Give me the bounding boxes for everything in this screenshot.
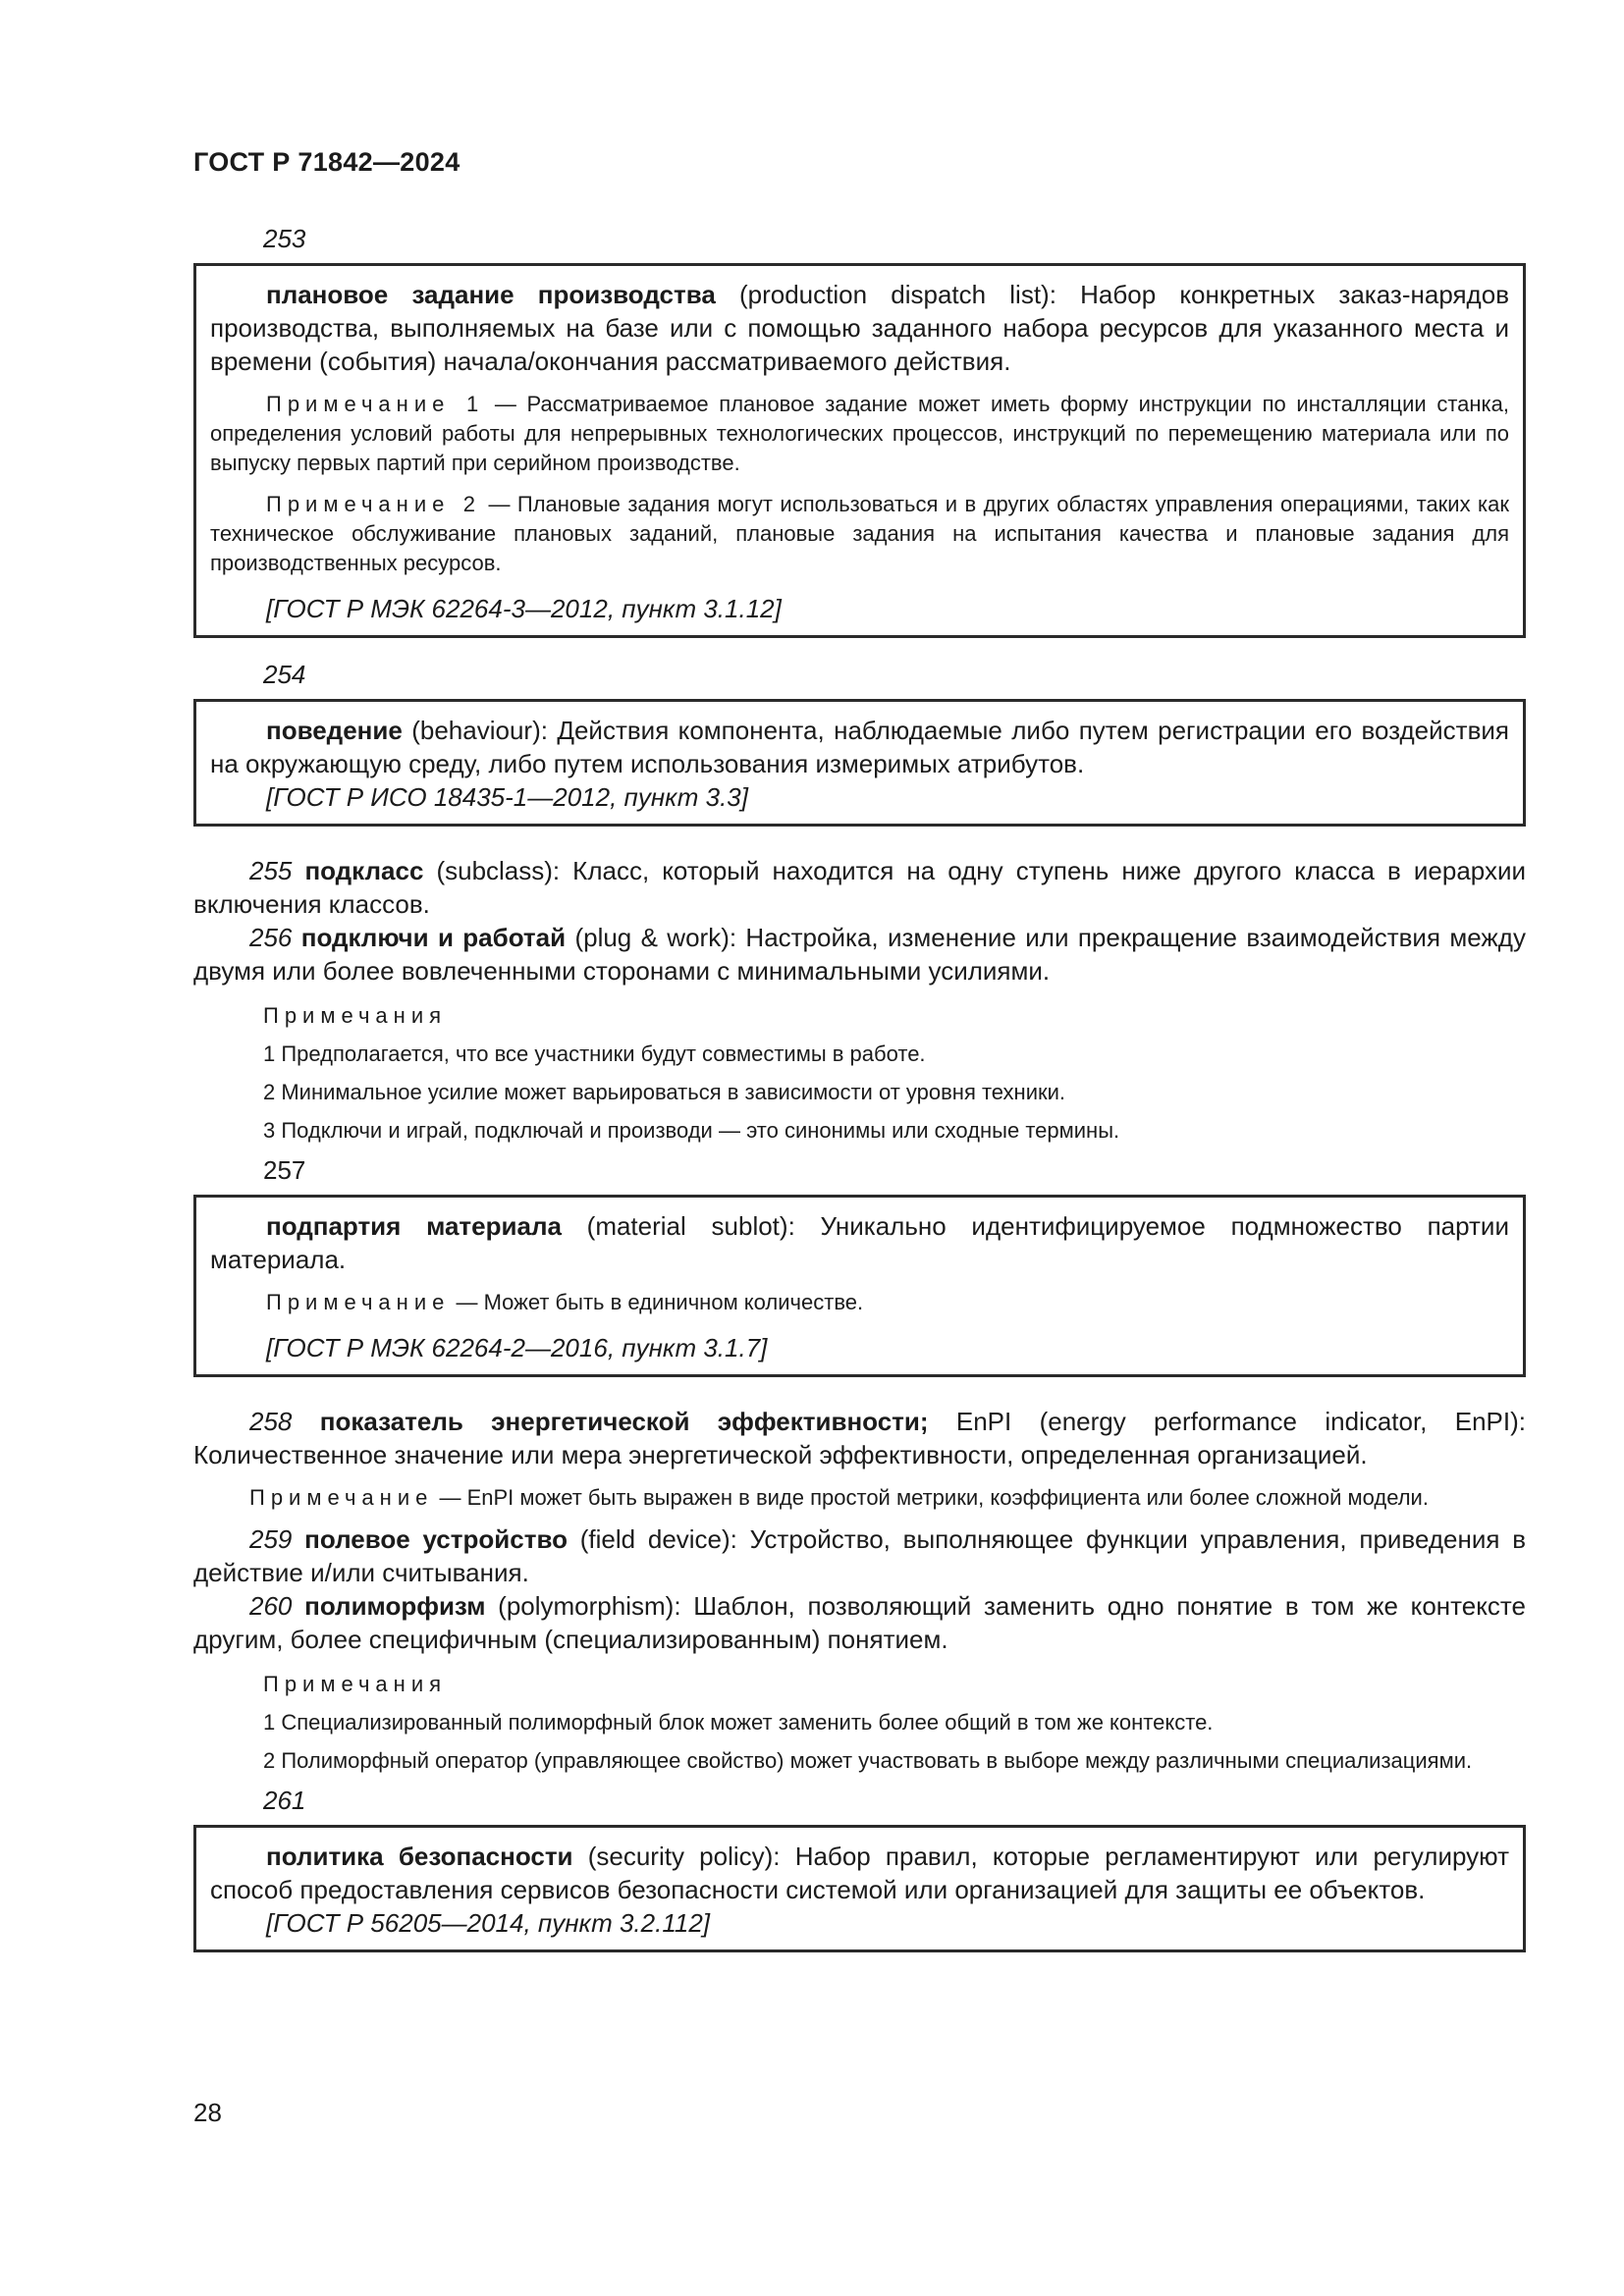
source-reference: [ГОСТ Р 56205—2014, пункт 3.2.112]	[266, 1908, 711, 1938]
source-reference: [ГОСТ Р МЭК 62264-3—2012, пункт 3.1.12]	[266, 594, 782, 623]
note-label: Примечание 2	[266, 492, 482, 516]
document-header: ГОСТ Р 71842—2024	[193, 147, 460, 177]
term-definition	[210, 1840, 1509, 1906]
entry-number: 261	[263, 1786, 306, 1815]
definition-text: (subclass): Класс, который находится на одну ступень ниже другого класса в иерархии включения классов.	[193, 856, 1527, 919]
note-item: 1 Предполагается, что все участники будут совместимы в работе.	[263, 1041, 926, 1066]
term-entry-258	[193, 1405, 1526, 1471]
notes-heading: Примечания	[263, 1672, 448, 1696]
term-definition	[210, 1209, 1509, 1276]
definition-text: (production dispatch list): Набор конкретных заказ-нарядов производства, выполняемых на базе или с помощью заданного набора ресурсов для указанного места и времени (события) начала/окончания рассматриваемого действия.	[210, 280, 1510, 376]
note-item: 3 Подключи и играй, подключай и производи — это синонимы или сходные термины.	[263, 1118, 1120, 1143]
page-content	[193, 222, 1526, 1952]
term-definition	[210, 714, 1509, 780]
term-box-261	[193, 1825, 1526, 1952]
term-entry-259	[193, 1522, 1526, 1589]
note-label: Примечание	[249, 1485, 434, 1510]
definition-text: EnPI (energy performance indicator, EnPI): Количественное значение или мера энергетической эффективности, определенная организацией.	[193, 1407, 1526, 1469]
note-item: 2 Полиморфный оператор (управляющее свойство) может участвовать в выборе между различными специализациями.	[263, 1748, 1473, 1773]
term-box-254	[193, 699, 1526, 827]
definition-text: (security policy): Набор правил, которые регламентируют или регулируют способ предоставления сервисов безопасности системой или организацией для защиты ее объектов.	[210, 1842, 1509, 1904]
note	[210, 390, 1509, 478]
term: подпартия материала	[266, 1211, 562, 1241]
note	[210, 490, 1509, 578]
term-box-253	[193, 263, 1526, 638]
term: полиморфизм	[304, 1591, 486, 1621]
entry-number: 253	[263, 224, 306, 253]
note-text: — Может быть в единичном количестве.	[450, 1290, 864, 1314]
definition-text: (behaviour): Действия компонента, наблюдаемые либо путем регистрации его воздействия на окружающую среду, либо путем использования измеримых атрибутов.	[210, 716, 1509, 778]
term-entry-255	[193, 854, 1526, 921]
note	[210, 1288, 1509, 1317]
term-entry-260	[193, 1589, 1526, 1656]
term: плановое задание производства	[266, 280, 716, 309]
definition-text: (polymorphism): Шаблон, позволяющий заменить одно понятие в том же контексте другим, более специфичным (специализированным) понятием.	[193, 1591, 1526, 1654]
term-definition	[210, 278, 1509, 378]
notes-heading: Примечания	[263, 1003, 448, 1028]
entry-number: 259	[249, 1524, 293, 1554]
entry-number: 255	[249, 856, 293, 885]
note-text: — EnPI может быть выражен в виде простой метрики, коэффициента или более сложной модели.	[433, 1485, 1429, 1510]
note-label: Примечание 1	[266, 392, 485, 416]
definition-text: (field device): Устройство, выполняющее функции управления, приведения в действие и/или считывания.	[193, 1524, 1527, 1587]
definition-text: (plug & work): Настройка, изменение или прекращение взаимодействия между двумя или более вовлеченными сторонами с минимальными усилиями.	[193, 923, 1526, 986]
term-box-257	[193, 1195, 1526, 1377]
entry-number: 260	[249, 1591, 293, 1621]
entry-number: 256	[249, 923, 293, 952]
note-label: Примечание	[266, 1290, 451, 1314]
note-text: — Плановые задания могут использоваться и в других областях управления операциями, таких как техническое обслуживание плановых заданий, плановые задания на испытания качества и плановые задания для производственных ресурсов.	[210, 492, 1509, 575]
term: поведение	[266, 716, 403, 745]
term: полевое устройство	[304, 1524, 568, 1554]
note-item: 2 Минимальное усилие может варьироваться в зависимости от уровня техники.	[263, 1080, 1066, 1104]
note-text: — Рассматриваемое плановое задание может иметь форму инструкции по инсталляции станка, определения условий работы для непрерывных технологических процессов, инструкций по перемещению материала или по выпуску первых партий при серийном производстве.	[210, 392, 1510, 475]
term: показатель энергетической эффективности;	[319, 1407, 929, 1436]
entry-number: 258	[249, 1407, 293, 1436]
term: политика безопасности	[266, 1842, 573, 1871]
term: подкласс	[304, 856, 424, 885]
term-entry-256	[193, 921, 1526, 988]
entry-number: 257	[263, 1155, 306, 1185]
note-item: 1 Специализированный полиморфный блок может заменить более общий в том же контексте.	[263, 1710, 1214, 1735]
term: подключи и работай	[300, 923, 567, 952]
source-reference: [ГОСТ Р ИСО 18435-1—2012, пункт 3.3]	[266, 782, 748, 812]
definition-text: (material sublot): Уникально идентифицируемое подмножество партии материала.	[210, 1211, 1509, 1274]
note	[193, 1483, 1526, 1513]
source-reference: [ГОСТ Р МЭК 62264-2—2016, пункт 3.1.7]	[266, 1333, 768, 1362]
entry-number: 254	[263, 660, 306, 689]
page-number: 28	[193, 2098, 222, 2127]
